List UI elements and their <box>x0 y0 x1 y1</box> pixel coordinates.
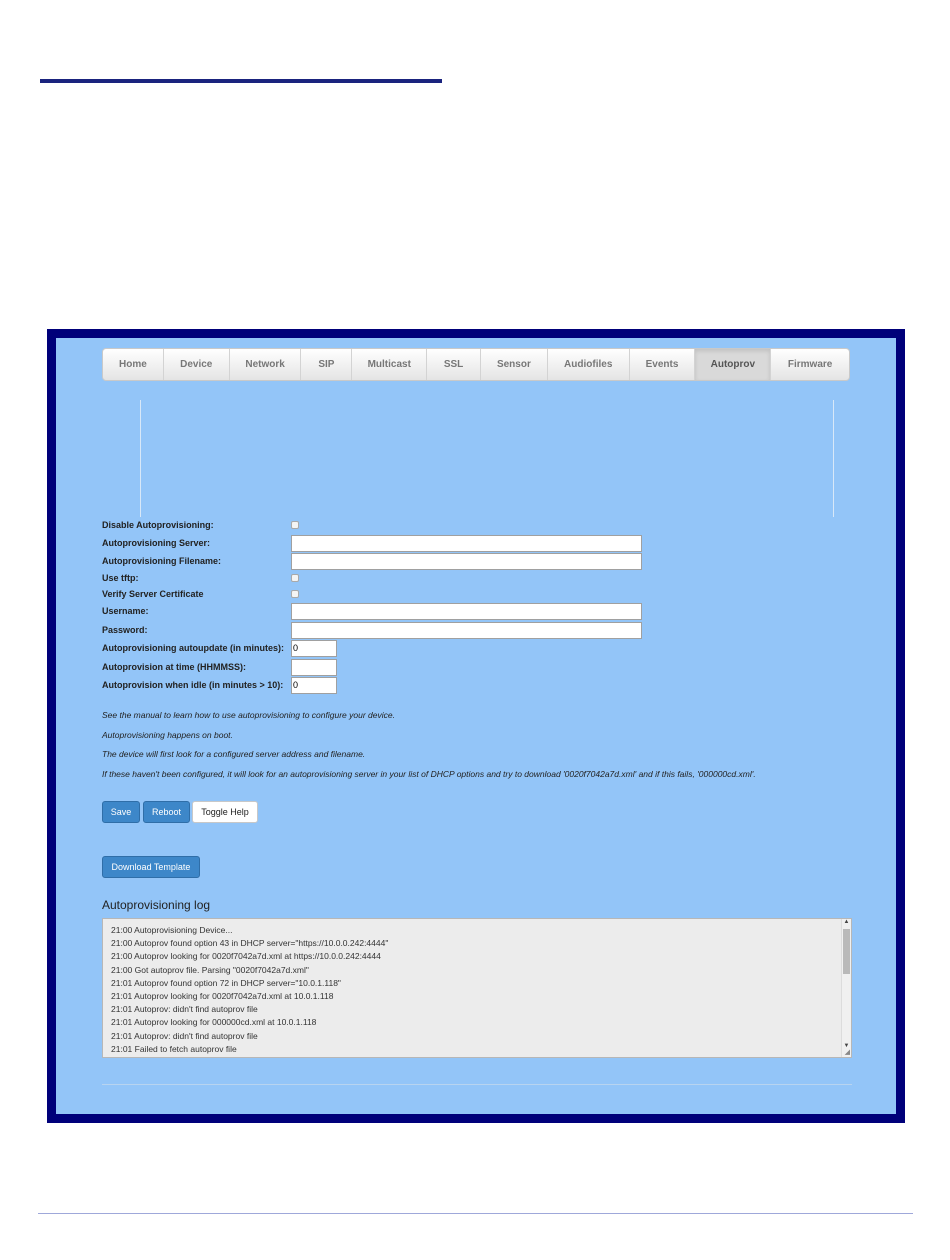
help-note: See the manual to learn how to use autoprovisioning to configure your device. <box>102 710 395 720</box>
log-textarea[interactable] <box>102 918 852 1058</box>
at-time-input[interactable] <box>291 659 337 676</box>
tab-autoprov[interactable]: Autoprov <box>695 349 771 380</box>
row-username <box>102 602 642 620</box>
tftp-checkbox[interactable] <box>291 574 299 582</box>
log-scrollbar[interactable] <box>841 919 851 1057</box>
autoupdate-label: Autoprovisioning autoupdate (in minutes): <box>102 643 284 653</box>
help-note: The device will first look for a configured server address and filename. <box>102 749 366 759</box>
log-line: 21:01 Autoprov: didn't find autoprov file <box>111 1004 258 1015</box>
footer-divider <box>102 1084 852 1085</box>
tab-home[interactable]: Home <box>103 349 164 380</box>
tab-events[interactable]: Events <box>630 349 696 380</box>
reboot-button[interactable]: Reboot <box>143 801 190 823</box>
log-heading: Autoprovisioning log <box>102 898 211 912</box>
log-line: 21:01 Autoprov looking for 0020f7042a7d.xml at 10.0.1.118 <box>111 990 334 1001</box>
scroll-up-icon[interactable]: ▲ <box>843 919 850 925</box>
header-rule <box>40 79 442 83</box>
tftp-label: Use tftp: <box>102 573 139 583</box>
server-input[interactable] <box>291 535 642 552</box>
disable-autoprov-checkbox[interactable] <box>291 521 299 529</box>
tab-device[interactable]: Device <box>164 349 230 380</box>
log-lines <box>111 924 388 1056</box>
row-autoupdate <box>102 639 337 657</box>
log-line: 21:00 Autoprovisioning Device... <box>111 925 233 935</box>
verify-cert-checkbox[interactable] <box>291 590 299 598</box>
filename-input[interactable] <box>291 553 642 570</box>
log-line: 21:01 Autoprov: didn't find autoprov file <box>111 1030 258 1041</box>
verify-cert-label: Verify Server Certificate <box>102 589 204 599</box>
web-ui-screen <box>56 338 896 1114</box>
row-disable-autoprov <box>102 516 299 534</box>
tab-firmware[interactable]: Firmware <box>787 359 833 370</box>
tab-audiofiles[interactable]: Audiofiles <box>548 349 630 380</box>
tab-sip[interactable]: SIP <box>301 349 352 380</box>
resize-grip-icon[interactable]: ◢ <box>844 1049 850 1056</box>
log-line: 21:01 Failed to fetch autoprov file <box>111 1043 237 1054</box>
row-idle <box>102 676 337 694</box>
log-line: 21:00 Autoprov looking for 0020f7042a7d.xml at https://10.0.0.242:4444 <box>111 951 381 962</box>
log-scroll-thumb[interactable] <box>843 929 850 974</box>
username-input[interactable] <box>291 603 642 620</box>
tab-ssl[interactable]: SSL <box>427 349 481 380</box>
nav-bar <box>102 348 850 381</box>
idle-label: Autoprovision when idle (in minutes > 10): <box>102 680 284 690</box>
autoupdate-input[interactable] <box>291 640 337 657</box>
screenshot-frame <box>47 329 905 1123</box>
row-filename <box>102 552 642 570</box>
download-template-button[interactable]: Download Template <box>102 856 200 878</box>
tab-network[interactable]: Network <box>230 349 302 380</box>
scroll-down-icon[interactable]: ▼ <box>843 1043 850 1049</box>
toggle-help-button[interactable]: Toggle Help <box>192 801 258 823</box>
help-panel <box>140 400 834 517</box>
password-label: Password: <box>102 625 148 635</box>
username-label: Username: <box>102 606 149 616</box>
help-note: Autoprovisioning happens on boot. <box>102 730 233 740</box>
tab-multicast[interactable]: Multicast <box>352 349 427 380</box>
log-line: 21:01 Autoprov looking for 000000cd.xml at 10.0.1.118 <box>111 1017 317 1028</box>
password-input[interactable] <box>291 622 642 639</box>
row-at-time <box>102 658 337 676</box>
row-verify-cert <box>102 585 299 603</box>
help-note: If these haven't been configured, it will look for an autoprovisioning server in your list of DHCP options and try to download '0020f7042a7d.xml' and if this fails, '000000cd.xml'. <box>102 769 756 779</box>
server-label: Autoprovisioning Server: <box>102 538 211 548</box>
disable-autoprov-label: Disable Autoprovisioning: <box>102 520 214 530</box>
row-server <box>102 534 642 552</box>
save-button[interactable]: Save <box>102 801 140 823</box>
log-line: 21:00 Got autoprov file. Parsing "0020f7042a7d.xml" <box>111 964 309 975</box>
row-password <box>102 621 642 639</box>
log-line: 21:01 Autoprov found option 72 in DHCP server="10.0.1.118" <box>111 977 341 988</box>
log-line: 21:00 Autoprov found option 43 in DHCP server="https://10.0.0.242:4444" <box>111 938 389 949</box>
at-time-label: Autoprovision at time (HHMMSS): <box>102 662 246 672</box>
footer-rule <box>38 1213 913 1214</box>
idle-input[interactable] <box>291 677 337 694</box>
tab-sensor[interactable]: Sensor <box>481 349 548 380</box>
filename-label: Autoprovisioning Filename: <box>102 556 222 566</box>
